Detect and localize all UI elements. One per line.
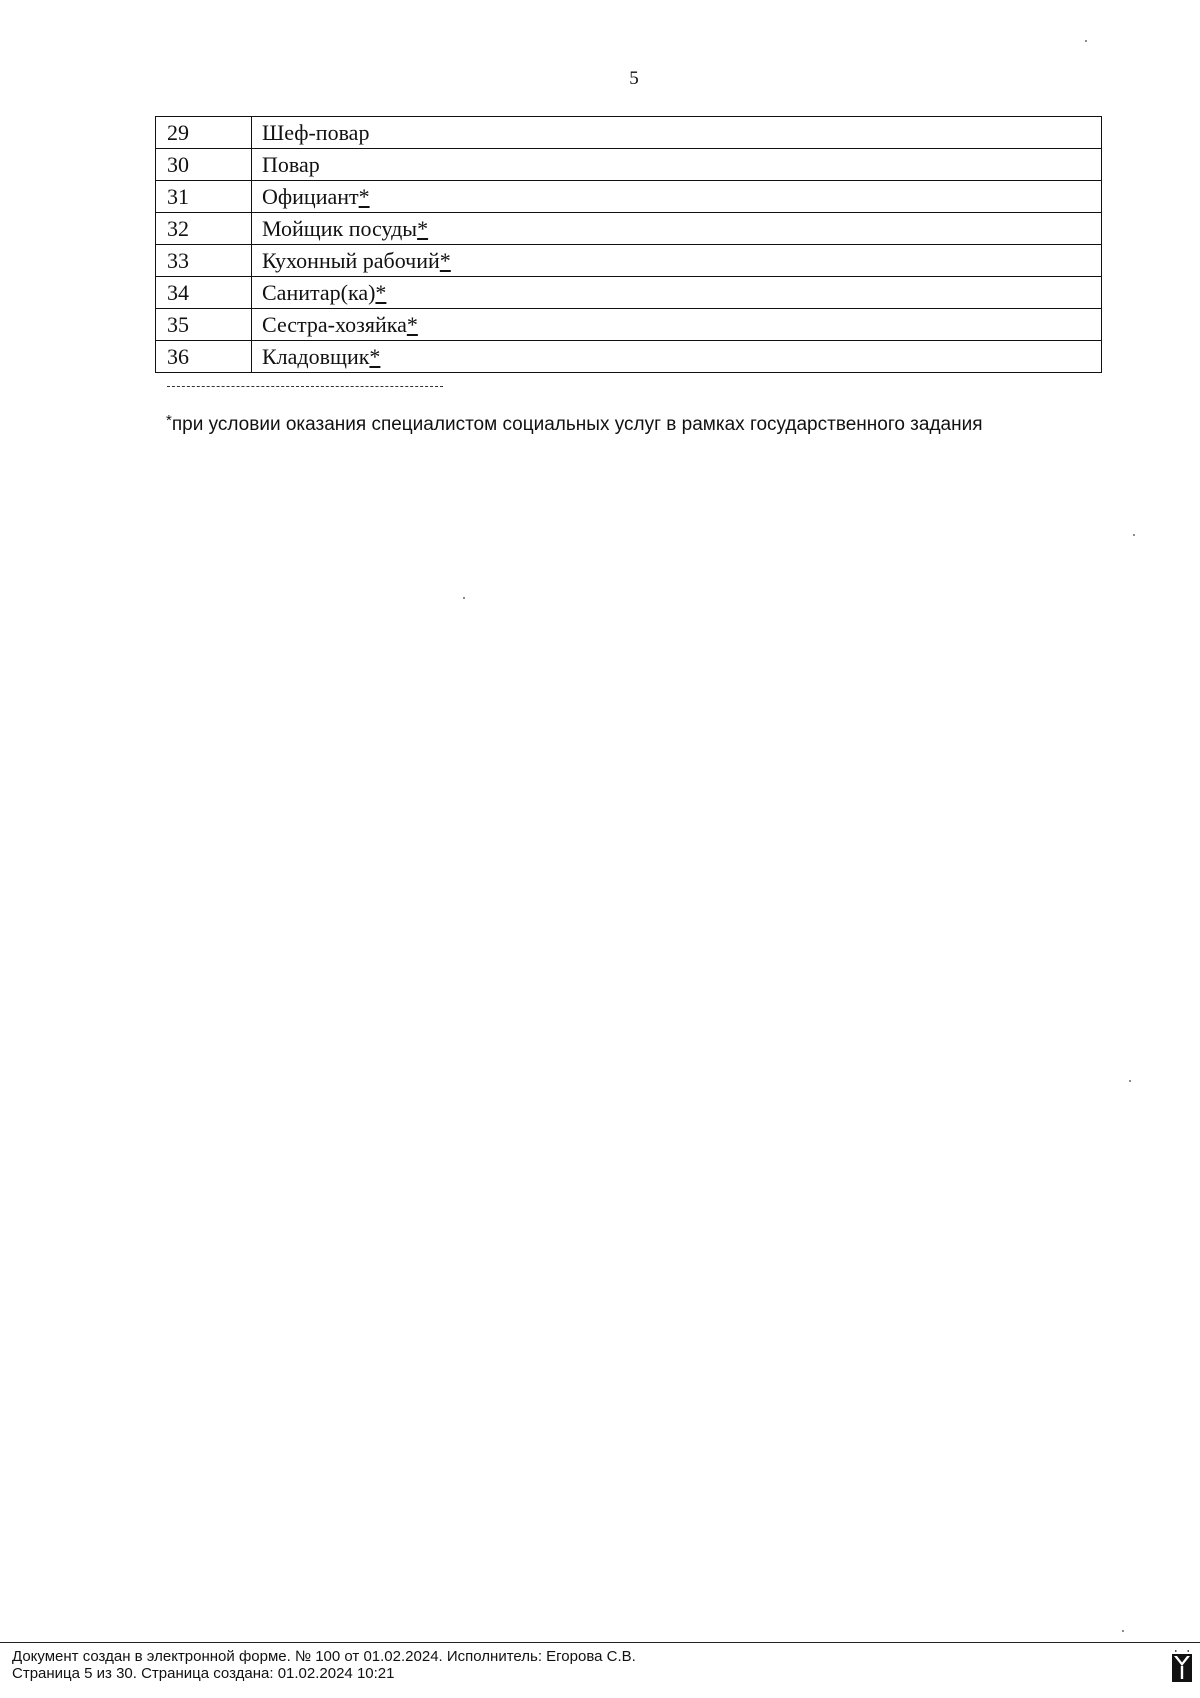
footnote-text: при условии оказания специалистом социальных услуг в рамках государственного задания (171, 414, 983, 435)
position-cell (252, 245, 1102, 277)
footnote-marker: * (166, 412, 172, 429)
row-number: 33 (156, 245, 252, 277)
table-row (156, 309, 1102, 341)
table-row (156, 245, 1102, 277)
table-row (156, 181, 1102, 213)
footnote-mark: * (439, 248, 451, 273)
table-row (156, 149, 1102, 181)
footnote-mark: * (369, 344, 381, 369)
footer-line-1: Документ создан в электронной форме. № 100 от 01.02.2024. Исполнитель: Егорова С.В. (12, 1648, 636, 1665)
page-number: 5 (629, 68, 639, 89)
position-name: Шеф-повар (262, 120, 370, 145)
footnote-mark: * (358, 184, 370, 209)
position-cell (252, 181, 1102, 213)
footnote-mark: * (406, 312, 418, 337)
document-footer (12, 1648, 636, 1682)
scan-speck (1085, 40, 1087, 42)
position-name: Повар (262, 152, 320, 177)
position-name: Кладовщик (262, 344, 370, 369)
position-name: Сестра-хозяйка (262, 312, 407, 337)
footnote (166, 414, 983, 436)
position-cell (252, 213, 1102, 245)
footer-divider (0, 1642, 1200, 1643)
row-number: 29 (156, 117, 252, 149)
position-cell (252, 277, 1102, 309)
position-cell (252, 149, 1102, 181)
row-number: 35 (156, 309, 252, 341)
scan-speck (463, 597, 465, 599)
row-number: 30 (156, 149, 252, 181)
table-row (156, 213, 1102, 245)
row-number: 34 (156, 277, 252, 309)
positions-table (155, 116, 1102, 373)
position-cell (252, 309, 1102, 341)
table-row (156, 117, 1102, 149)
row-number: 31 (156, 181, 252, 213)
position-cell (252, 341, 1102, 373)
position-name: Санитар(ка) (262, 280, 376, 305)
footnote-mark: * (417, 216, 429, 241)
row-number: 32 (156, 213, 252, 245)
position-name: Официант (262, 184, 359, 209)
table-row (156, 341, 1102, 373)
footnote-separator (167, 386, 443, 387)
scan-speck (1133, 534, 1135, 536)
position-name: Мойщик посуды (262, 216, 418, 241)
emblem-icon (1172, 1650, 1192, 1682)
footnote-mark: * (375, 280, 387, 305)
table-row (156, 277, 1102, 309)
position-cell (252, 117, 1102, 149)
row-number: 36 (156, 341, 252, 373)
position-name: Кухонный рабочий (262, 248, 440, 273)
scan-speck (1122, 1630, 1124, 1632)
scan-speck (1129, 1080, 1131, 1082)
footer-line-2: Страница 5 из 30. Страница создана: 01.02.2024 10:21 (12, 1665, 395, 1682)
